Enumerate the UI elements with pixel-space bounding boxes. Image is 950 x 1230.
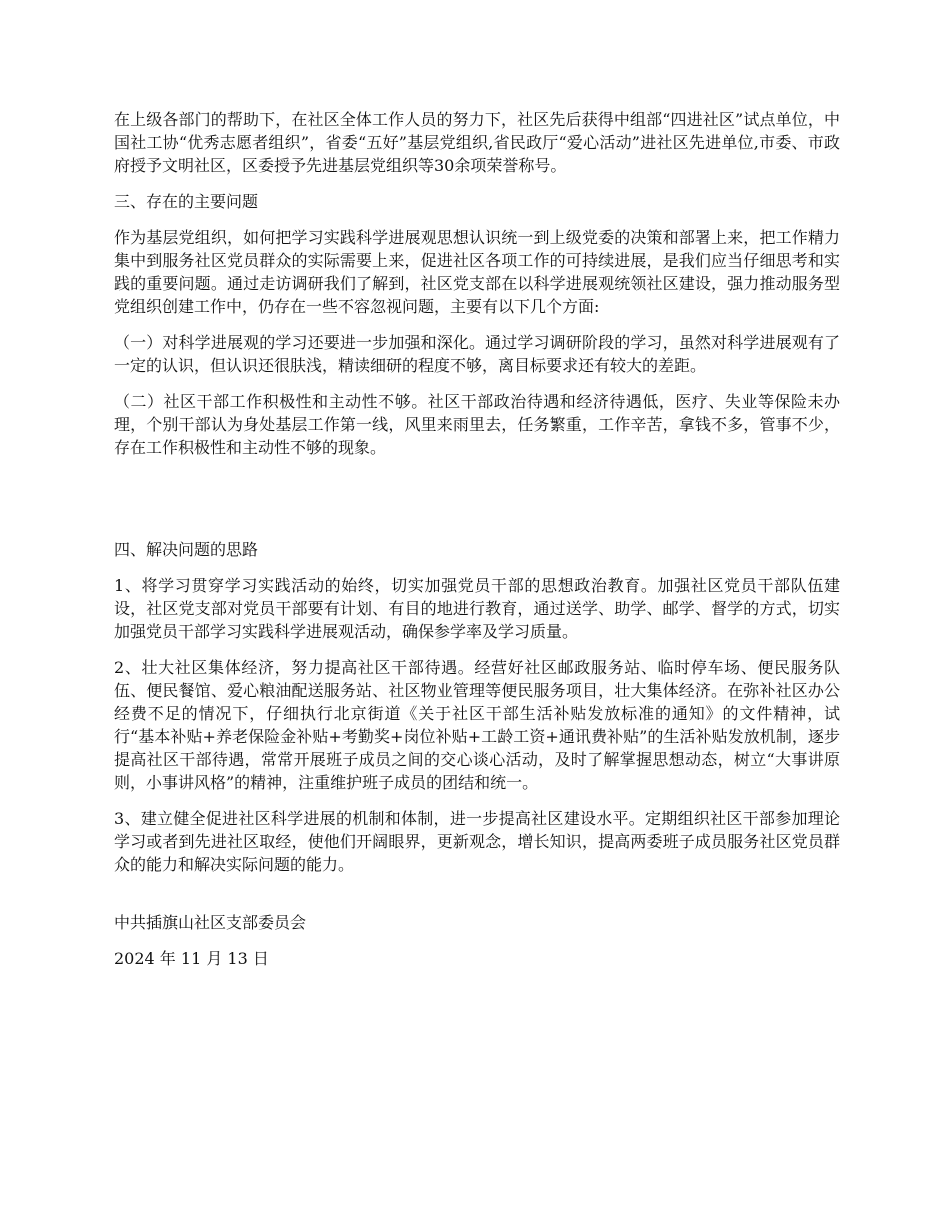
problem-1-paragraph: （一）对科学进展观的学习还要进一步加强和深化。通过学习调研阶段的学习，虽然对科学进展观有了一定的认识，但认识还很肤浅，精读细研的程度不够，离目标要求还有较大的差距。	[114, 333, 840, 375]
solution-3-paragraph: 3、建立健全促进社区科学进展的机制和体制，进一步提高社区建设水平。定期组织社区干部参加理论学习或者到先进社区取经，使他们开阔眼界，更新观念，增长知识，提高两委班子成员服务社区党员群众的能力和解决实际问题的能力。	[114, 809, 840, 874]
signature-spacer	[114, 889, 840, 911]
signature-organization: 中共插旗山社区支部委员会	[114, 913, 307, 932]
section3-paragraph: 作为基层党组织，如何把学习实践科学进展观思想认识统一到上级党委的决策和部署上来，把工作精力集中到服务社区党员群众的实际需要上来，促进社区各项工作的可持续进展，是我们应当仔细思考和实践的重要问题。通过走访调研我们了解到，社区党支部在以科学进展观统领社区建设，强力推动服务型党组织创建工作中，仍存在一些不容忽视问题，主要有以下几个方面:	[114, 228, 840, 316]
blank-spacer	[114, 472, 840, 538]
problem-2-paragraph: （二）社区干部工作积极性和主动性不够。社区干部政治待遇和经济待遇低，医疗、失业等保险未办理，个别干部认为身处基层工作第一线，风里来雨里去，任务繁重，工作辛苦，拿钱不多，管事不少，存在工作积极性和主动性不够的现象。	[114, 392, 840, 457]
signature-date: 2024 年 11 月 13 日	[114, 949, 269, 968]
solution-1-paragraph: 1、将学习贯穿学习实践活动的始终，切实加强党员干部的思想政治教育。加强社区党员干部队伍建设，社区党支部对党员干部要有计划、有目的地进行教育，通过送学、助学、邮学、督学的方式，切实加强党员干部学习实践科学进展观活动，确保参学率及学习质量。	[114, 576, 840, 641]
section4-heading: 四、解决问题的思路	[114, 540, 259, 559]
section3-heading: 三、存在的主要问题	[114, 192, 259, 211]
document-page	[114, 108, 840, 983]
solution-2-paragraph: 2、壮大社区集体经济，努力提高社区干部待遇。经营好社区邮政服务站、临时停车场、便民服务队伍、便民餐馆、爱心粮油配送服务站、社区物业管理等便民服务项目，壮大集体经济。在弥补社区办公经费不足的情况下，仔细执行北京街道《关于社区干部生活补贴发放标准的通知》的文件精神，试行“基本补贴+养老保险金补贴+考勤奖+岗位补贴+工龄工资+通讯费补贴”的生活补贴发放机制，逐步提高社区干部待遇，常常开展班子成员之间的交心谈心活动，及时了解掌握思想动态，树立“大事讲原则，小事讲风格”的精神，注重维护班子成员的团结和统一。	[114, 658, 840, 792]
intro-paragraph: 在上级各部门的帮助下，在社区全体工作人员的努力下，社区先后获得中组部“四进社区”试点单位，中国社工协“优秀志愿者组织”，省委“五好”基层党组织,省民政厅“爱心活动”进社区先进单位,市委、市政府授予文明社区，区委授予先进基层党组织等30余项荣誉称号。	[114, 110, 840, 175]
